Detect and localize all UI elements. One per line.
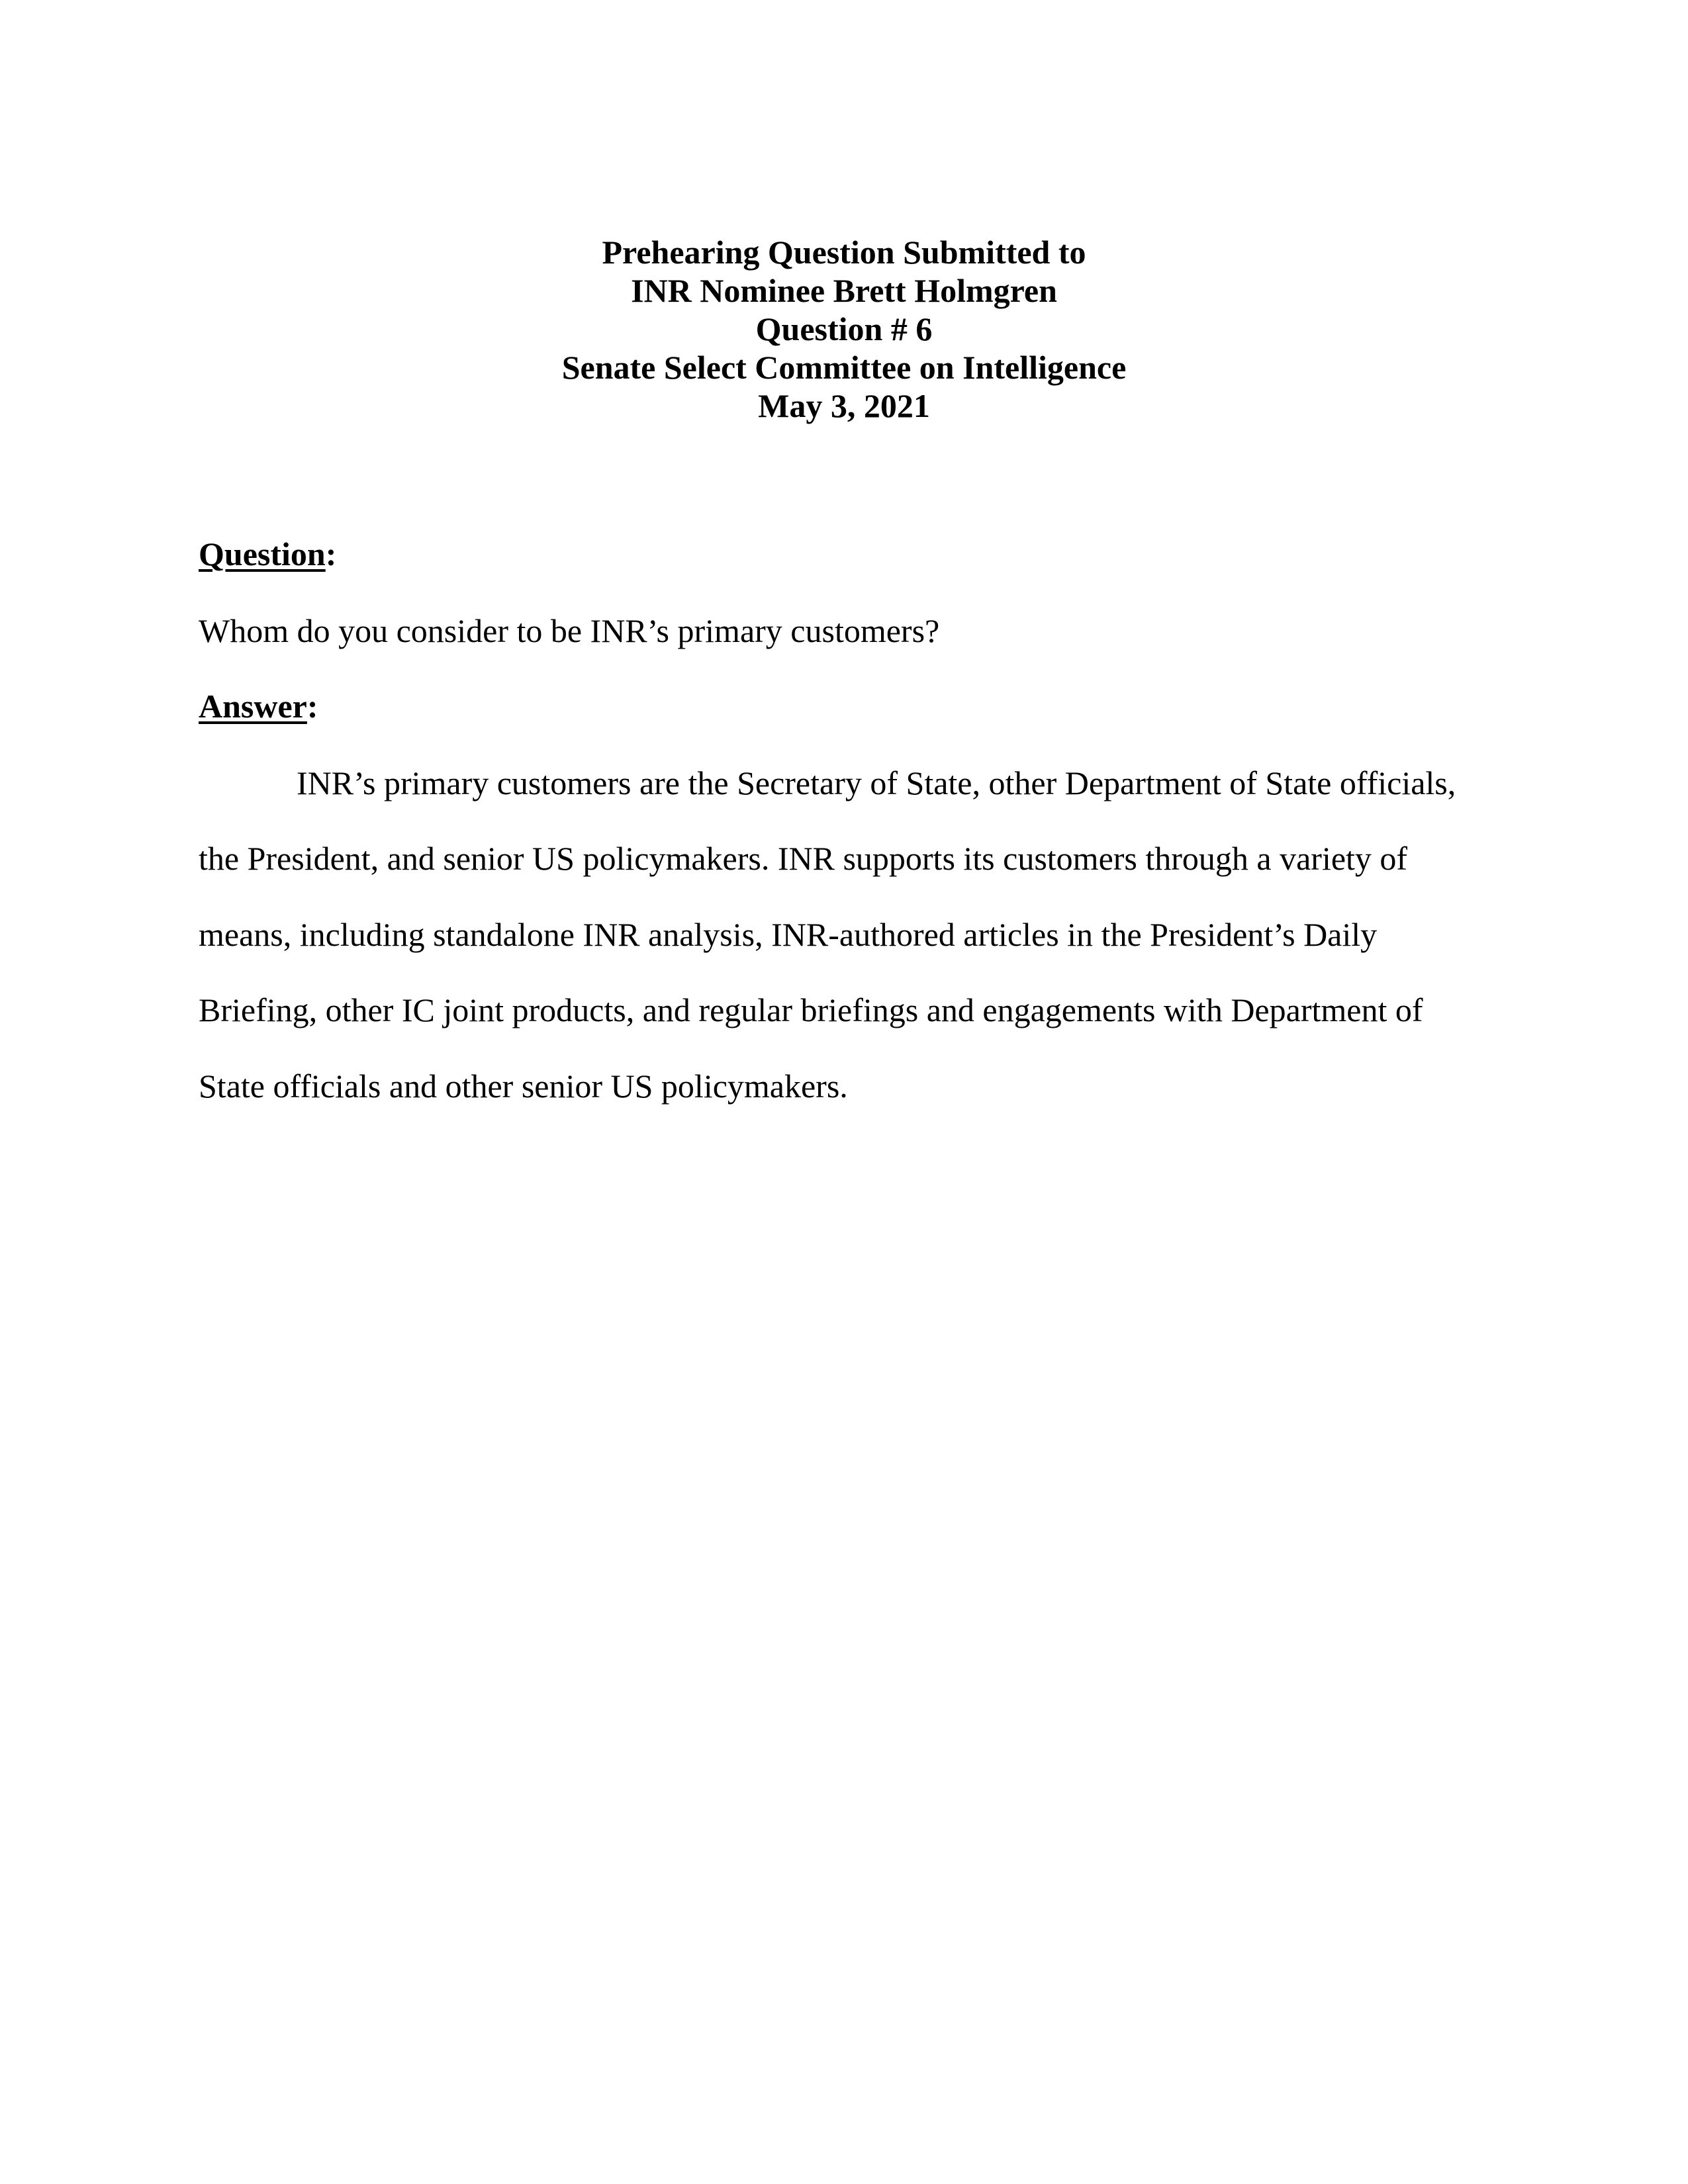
header-title-line: Prehearing Question Submitted to xyxy=(602,234,1086,271)
answer-line: State officials and other senior US policymakers. xyxy=(199,1068,848,1105)
answer-line: the President, and senior US policymakers. INR supports its customers through a variety of xyxy=(199,840,1408,877)
question-heading-colon: : xyxy=(325,535,337,572)
header-question-number: Question # 6 xyxy=(755,310,933,347)
question-heading-label: Question xyxy=(199,535,326,572)
answer-line: INR’s primary customers are the Secretary of State, other Department of State officials, xyxy=(297,764,1456,801)
header-nominee-line: INR Nominee Brett Holmgren xyxy=(631,272,1057,309)
question-text: Whom do you consider to be INR’s primary customers? xyxy=(199,612,940,649)
answer-heading-colon: : xyxy=(306,688,318,725)
answer-line: Briefing, other IC joint products, and regular briefings and engagements with Department of xyxy=(199,991,1423,1028)
answer-line: means, including standalone INR analysis, INR-authored articles in the President’s Daily xyxy=(199,916,1378,953)
answer-heading xyxy=(199,687,1496,725)
question-body xyxy=(199,612,1496,650)
document-header xyxy=(0,233,1688,425)
question-heading xyxy=(199,535,1496,573)
header-date: May 3, 2021 xyxy=(758,387,930,424)
header-committee-line: Senate Select Committee on Intelligence xyxy=(561,349,1127,386)
answer-heading-label: Answer xyxy=(199,688,307,725)
